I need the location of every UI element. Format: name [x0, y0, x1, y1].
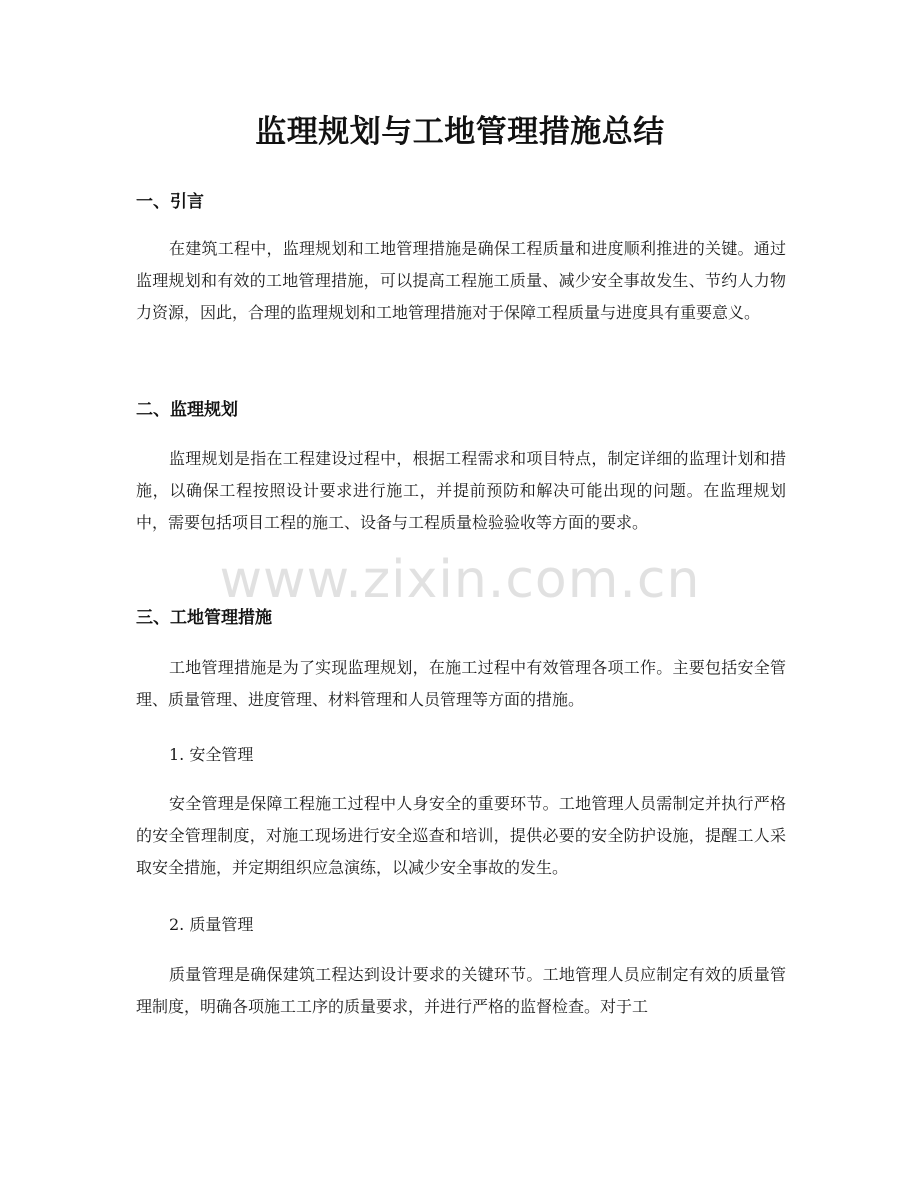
watermark: www.zixin.com.cn [219, 550, 701, 610]
section-paragraph-planning: 监理规划是指在工程建设过程中，根据工程需求和项目特点，制定详细的监理计划和措施，以确保工程按照设计要求进行施工，并提前预防和解决可能出现的问题。在监理规划中，需要包括项目工程的施工、设备与工程质量检验验收等方面的要求。 [136, 449, 786, 532]
section-heading-planning: 二、监理规划 [136, 400, 238, 420]
subsection-paragraph-safety: 安全管理是保障工程施工过程中人身安全的重要环节。工地管理人员需制定并执行严格的安全管理制度，对施工现场进行安全巡查和培训，提供必要的安全防护设施，提醒工人采取安全措施，并定期组织应急演练，以减少安全事故的发生。 [136, 794, 786, 877]
page-title: 监理规划与工地管理措施总结 [255, 114, 665, 150]
subsection-paragraph-quality: 质量管理是确保建筑工程达到设计要求的关键环节。工地管理人员应制定有效的质量管理制度，明确各项施工工序的质量要求，并进行严格的监督检查。对于工 [136, 965, 786, 1016]
subsection-heading-safety: 1. 安全管理 [169, 745, 254, 764]
section-heading-site-management: 三、工地管理措施 [136, 608, 272, 628]
subsection-heading-quality: 2. 质量管理 [169, 915, 254, 934]
section-paragraph-intro: 在建筑工程中，监理规划和工地管理措施是确保工程质量和进度顺利推进的关键。通过监理规划和有效的工地管理措施，可以提高工程施工质量、减少安全事故发生、节约人力物力资源，因此，合理的监理规划和工地管理措施对于保障工程质量与进度具有重要意义。 [136, 239, 786, 322]
section-heading-intro: 一、引言 [136, 192, 204, 212]
section-paragraph-site-management: 工地管理措施是为了实现监理规划，在施工过程中有效管理各项工作。主要包括安全管理、质量管理、进度管理、材料管理和人员管理等方面的措施。 [136, 658, 786, 709]
